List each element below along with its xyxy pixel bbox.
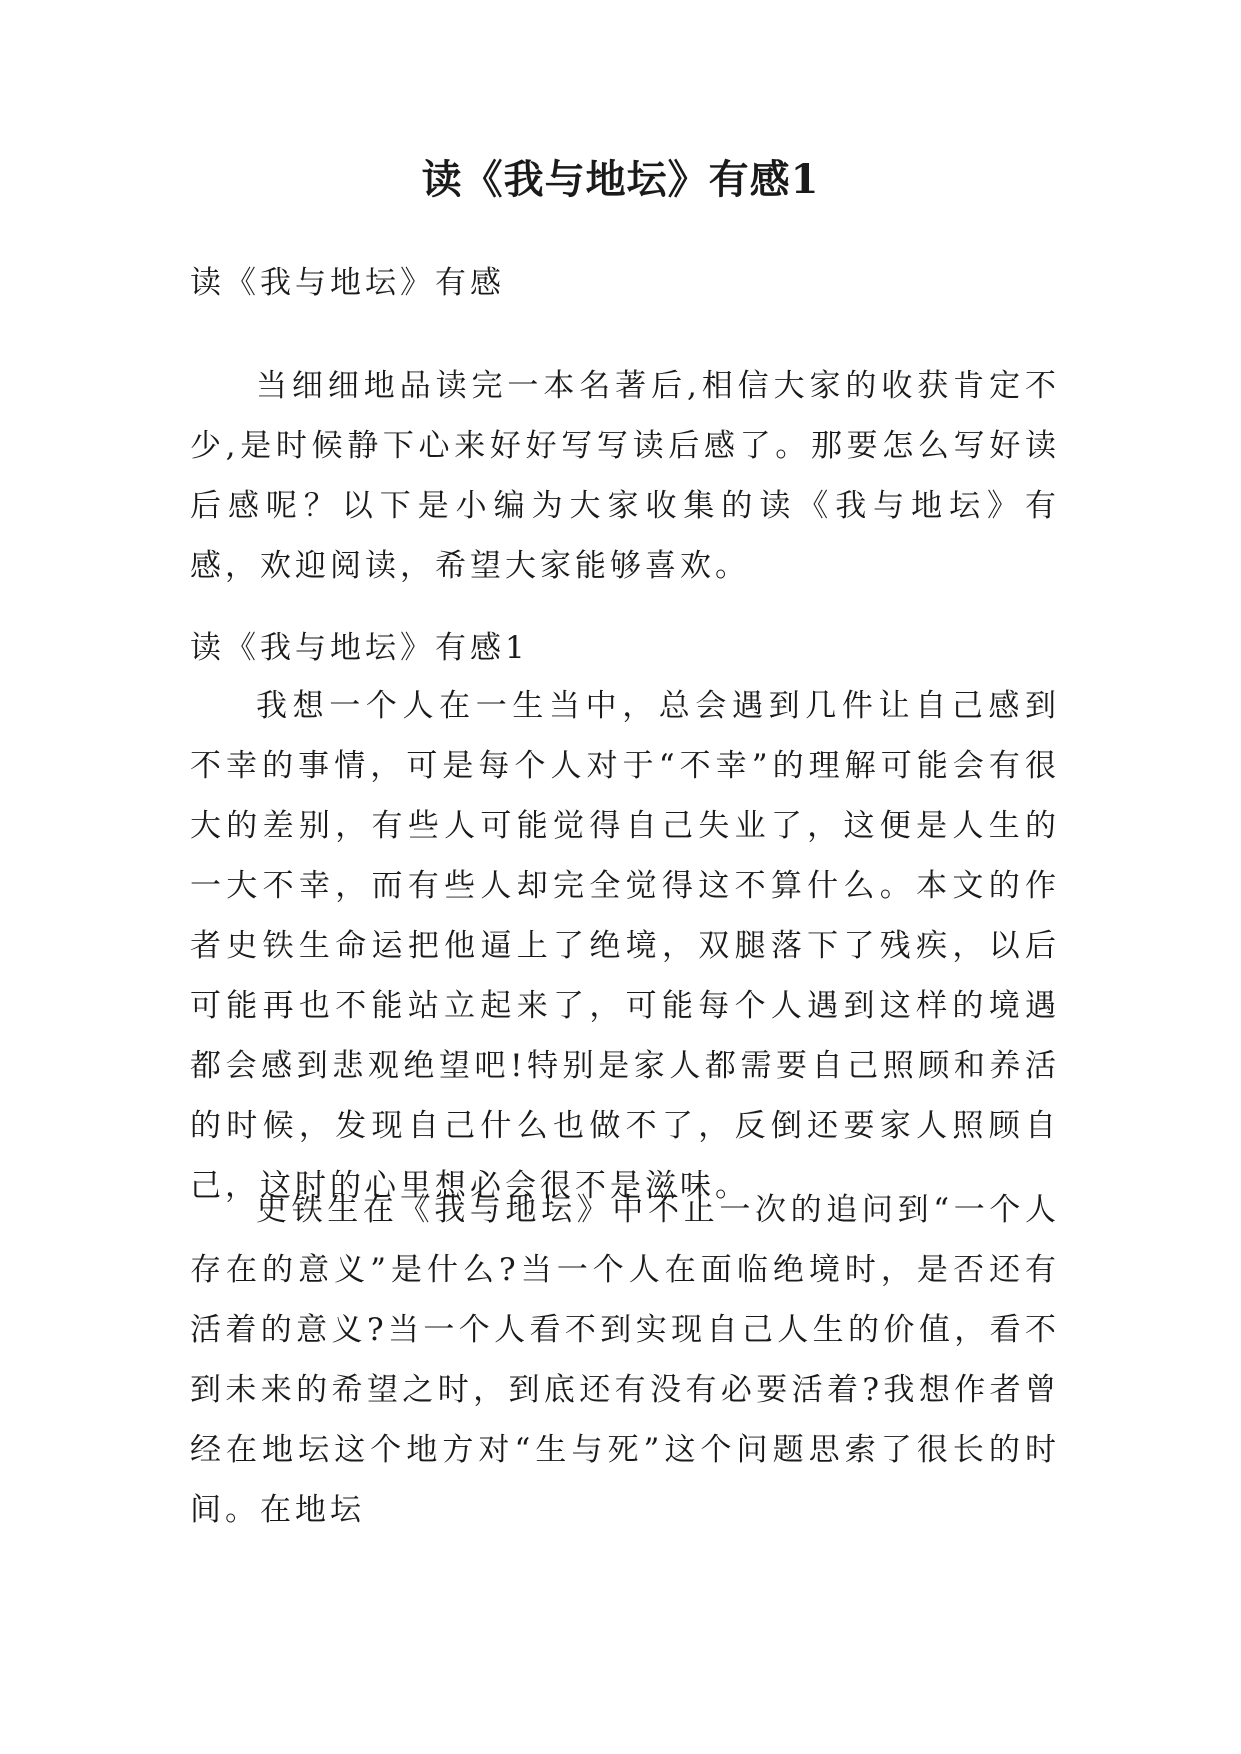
document-title: 读《我与地坛》有感1 (421, 156, 820, 203)
body-paragraph-1: 我想一个人在一生当中，总会遇到几件让自己感到不幸的事情，可是每个人对于“不幸”的理解可能会有很大的差别，有些人可能觉得自己失业了，这便是人生的一大不幸，而有些人却完全觉得这不算什么。本文的作者史铁生命运把他逼上了绝境，双腿落下了残疾，以后可能再也不能站立起来了，可能每个人遇到这样的境遇都会感到悲观绝望吧!特别是家人都需要自己照顾和养活的时候，发现自己什么也做不了，反倒还要家人照顾自己，这时的心里想必会很不是滋味。 (190, 688, 1060, 1204)
body-paragraph-2: 史铁生在《我与地坛》中不止一次的追问到“一个人存在的意义”是什么?当一个人在面临绝境时，是否还有活着的意义?当一个人看不到实现自己人生的价值，看不到未来的希望之时，到底还有没有必要活着?我想作者曾经在地坛这个地方对“生与死”这个问题思索了很长的时间。在地坛 (190, 1192, 1060, 1528)
document-subtitle: 读《我与地坛》有感 (190, 265, 505, 301)
intro-paragraph: 当细细地品读完一本名著后,相信大家的收获肯定不少,是时候静下心来好好写写读后感了。那要怎么写好读后感呢？以下是小编为大家收集的读《我与地坛》有感，欢迎阅读，希望大家能够喜欢。 (190, 368, 1060, 584)
section-heading: 读《我与地坛》有感1 (190, 630, 529, 666)
